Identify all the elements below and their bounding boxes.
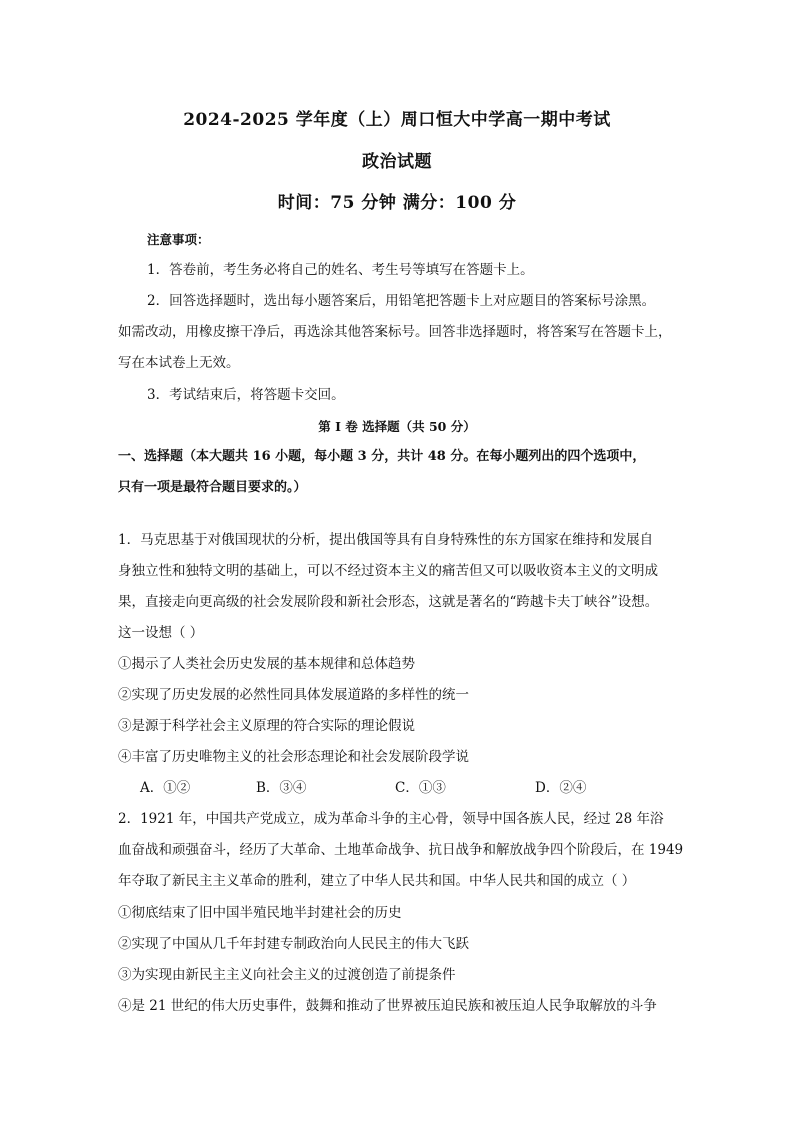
q2-statement: ③为实现由新民主主义向社会主义的过渡创造了前提条件 bbox=[118, 967, 456, 983]
option-a[interactable]: A．①② bbox=[140, 780, 191, 796]
q1-statement: ②实现了历史发展的必然性同具体发展道路的多样性的统一 bbox=[118, 687, 469, 703]
q1-stem: 1．马克思基于对俄国现状的分析，提出俄国等具有自身特殊性的东方国家在维持和发展自 bbox=[118, 532, 654, 548]
exam-title: 2024-2025 学年度（上）周口恒大中学高一期中考试 bbox=[183, 110, 611, 130]
option-b[interactable]: B．③④ bbox=[256, 780, 307, 796]
option-d[interactable]: D．②④ bbox=[535, 780, 587, 796]
note-item: 3．考试结束后，将答题卡交回。 bbox=[147, 387, 345, 403]
q2-stem: 2．1921 年，中国共产党成立，成为革命斗争的主心骨，领导中国各族人民，经过 28 年浴 bbox=[118, 811, 664, 827]
q2-statement: ④是 21 世纪的伟大历史事件，鼓舞和推动了世界被压迫民族和被压迫人民争取解放的斗争 bbox=[118, 998, 657, 1014]
notes-heading: 注意事项： bbox=[147, 232, 210, 247]
time-score: 时间：75 分钟 满分：100 分 bbox=[277, 193, 517, 213]
q1-stem: 果，直接走向更高级的社会发展阶段和新社会形态，这就是著名的“跨越卡夫丁峡谷”设想。 bbox=[118, 594, 659, 610]
q1-stem: 身独立性和独特文明的基础上，可以不经过资本主义的痛苦但又可以吸收资本主义的文明成 bbox=[118, 563, 658, 579]
option-c[interactable]: C．①③ bbox=[395, 780, 446, 796]
q1-statement: ③是源于科学社会主义原理的符合实际的理论假说 bbox=[118, 718, 415, 734]
q2-stem: 年夺取了新民主主义革命的胜利，建立了中华人民共和国。中华人民共和国的成立（ ） bbox=[118, 873, 636, 889]
note-item: 2．回答选择题时，选出每小题答案后，用铅笔把答题卡上对应题目的答案标号涂黑。 bbox=[147, 293, 656, 309]
q1-stem: 这一设想（ ） bbox=[118, 625, 204, 641]
q2-statement: ②实现了中国从几千年封建专制政治向人民民主的伟大飞跃 bbox=[118, 936, 469, 952]
note-item: 1．答卷前，考生务必将自己的姓名、考生号等填写在答题卡上。 bbox=[147, 262, 534, 278]
q2-stem: 血奋战和顽强奋斗，经历了大革命、土地革命战争、抗日战争和解放战争四个阶段后，在 1949 bbox=[118, 842, 684, 858]
part-title: 第 I 卷 选择题（共 50 分） bbox=[318, 419, 476, 434]
section-instruction: 只有一项是最符合题目要求的。） bbox=[118, 480, 307, 495]
q2-statement: ①彻底结束了旧中国半殖民地半封建社会的历史 bbox=[118, 905, 402, 921]
q1-statement: ④丰富了历史唯物主义的社会形态理论和社会发展阶段学说 bbox=[118, 749, 469, 765]
note-item: 如需改动，用橡皮擦干净后，再选涂其他答案标号。回答非选择题时，将答案写在答题卡上， bbox=[118, 324, 672, 340]
note-item: 写在本试卷上无效。 bbox=[118, 355, 240, 371]
section-instruction: 一、选择题（本大题共 16 小题，每小题 3 分，共计 48 分。在每小题列出的四个选项中， bbox=[118, 449, 646, 464]
subject-title: 政治试题 bbox=[362, 152, 432, 172]
q1-statement: ①揭示了人类社会历史发展的基本规律和总体趋势 bbox=[118, 656, 415, 672]
